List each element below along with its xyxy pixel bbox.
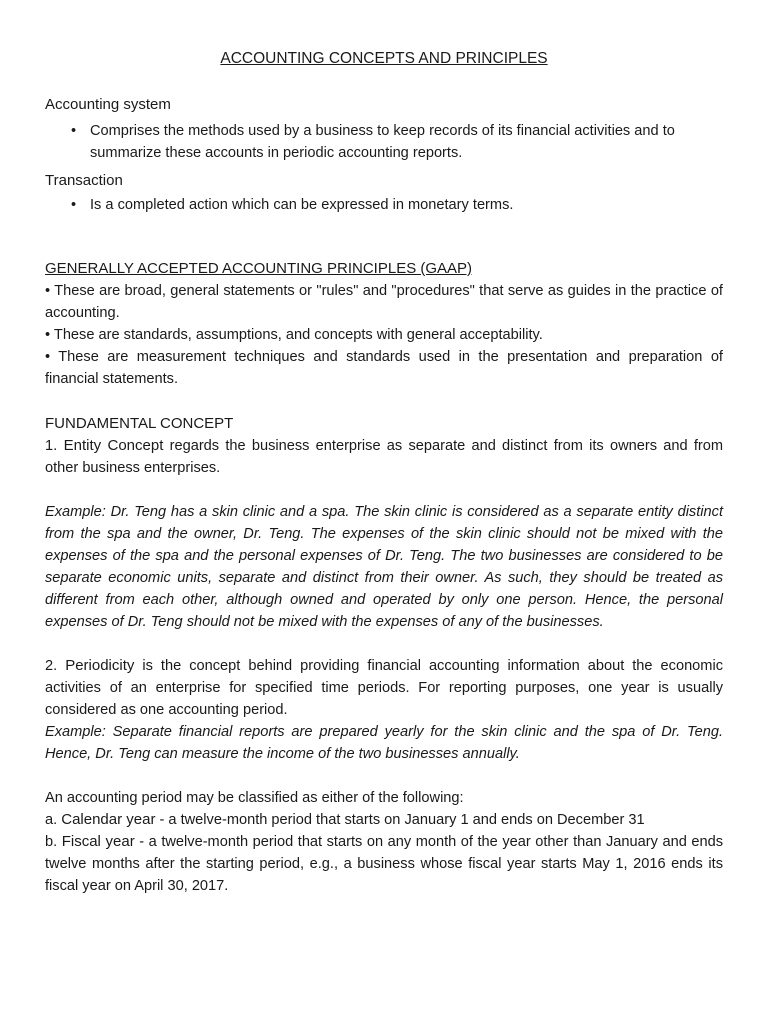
gaap-section: [45, 258, 723, 390]
calendar-year-term: Calendar year: [61, 811, 156, 828]
accounting-system-section: [45, 94, 723, 164]
gaap-point: • These are standards, assumptions, and concepts with general acceptability.: [45, 327, 543, 343]
fundamental-concept-section: [45, 413, 723, 897]
accounting-system-bullets: [45, 120, 723, 164]
entity-concept-term: . Entity Concept: [53, 437, 164, 454]
entity-concept-example: Example: Dr. Teng has a skin clinic and a spa. The skin clinic is considered as a separate entity distinct from the spa and the owner, Dr. Teng. The expenses of the skin clinic should not be mixed with the expenses of the spa and the personal expenses of Dr. Teng. The two businesses are considered to be separate economic units, separate and distinct from their owner. As such, they should be treated as different from each other, although owned and operated by only one person. Hence, the personal expenses of Dr. Teng should not be mixed with the expenses of any of the businesses.: [45, 504, 723, 630]
bullet-icon: •: [71, 123, 77, 139]
list-item: • Is a completed action which can be expressed in monetary terms.: [45, 194, 723, 216]
bullet-icon: •: [71, 197, 77, 213]
list-item: • Comprises the methods used by a business to keep records of its financial activities and to summarize these accounts in periodic accounting reports.: [45, 120, 723, 164]
gaap-point: • These are measurement techniques and standards used in the presentation and preparation of financial statements.: [45, 349, 723, 387]
transaction-section: [45, 170, 723, 216]
fundamental-concept-heading: FUNDAMENTAL CONCEPT: [45, 415, 234, 432]
calendar-year-item: a. Calendar year - a twelve-month period that starts on January 1 and ends on December 31: [45, 811, 645, 828]
periodicity-term: Periodicity: [65, 657, 135, 674]
entity-concept-paragraph: 1. Entity Concept regards the business enterprise as separate and distinct from its owners and from other business enterprises.: [45, 437, 724, 476]
periodicity-example: Example: Separate financial reports are prepared yearly for the skin clinic and the spa of Dr. Teng. Hence, Dr. Teng can measure the income of the two businesses annually.: [45, 724, 723, 762]
transaction-bullets: [45, 194, 723, 216]
accounting-system-heading: Accounting system: [45, 96, 171, 113]
transaction-heading: Transaction: [45, 172, 123, 189]
fiscal-year-item: b. Fiscal year - a twelve-month period that starts on any month of the year other than January and ends twelve months after the starting period, e.g., a business whose fiscal year starts May 1, 2016 ends its fiscal year on April 30, 2017.: [45, 833, 723, 894]
fiscal-year-term: Fiscal year: [61, 833, 135, 850]
gaap-heading: GENERALLY ACCEPTED ACCOUNTING PRINCIPLES (GAAP): [45, 260, 473, 277]
page-title: ACCOUNTING CONCEPTS AND PRINCIPLES: [220, 50, 548, 67]
gaap-point: • These are broad, general statements or "rules" and "procedures" that serve as guides in the practice of accounting.: [45, 283, 723, 321]
periodicity-paragraph: 2. Periodicity is the concept behind providing financial accounting information about the economic activities of an enterprise for specified time periods. For reporting purposes, one year is usually considered as one accounting period.: [45, 657, 723, 718]
accounting-period-intro: An accounting period may be classified as either of the following:: [45, 790, 464, 806]
